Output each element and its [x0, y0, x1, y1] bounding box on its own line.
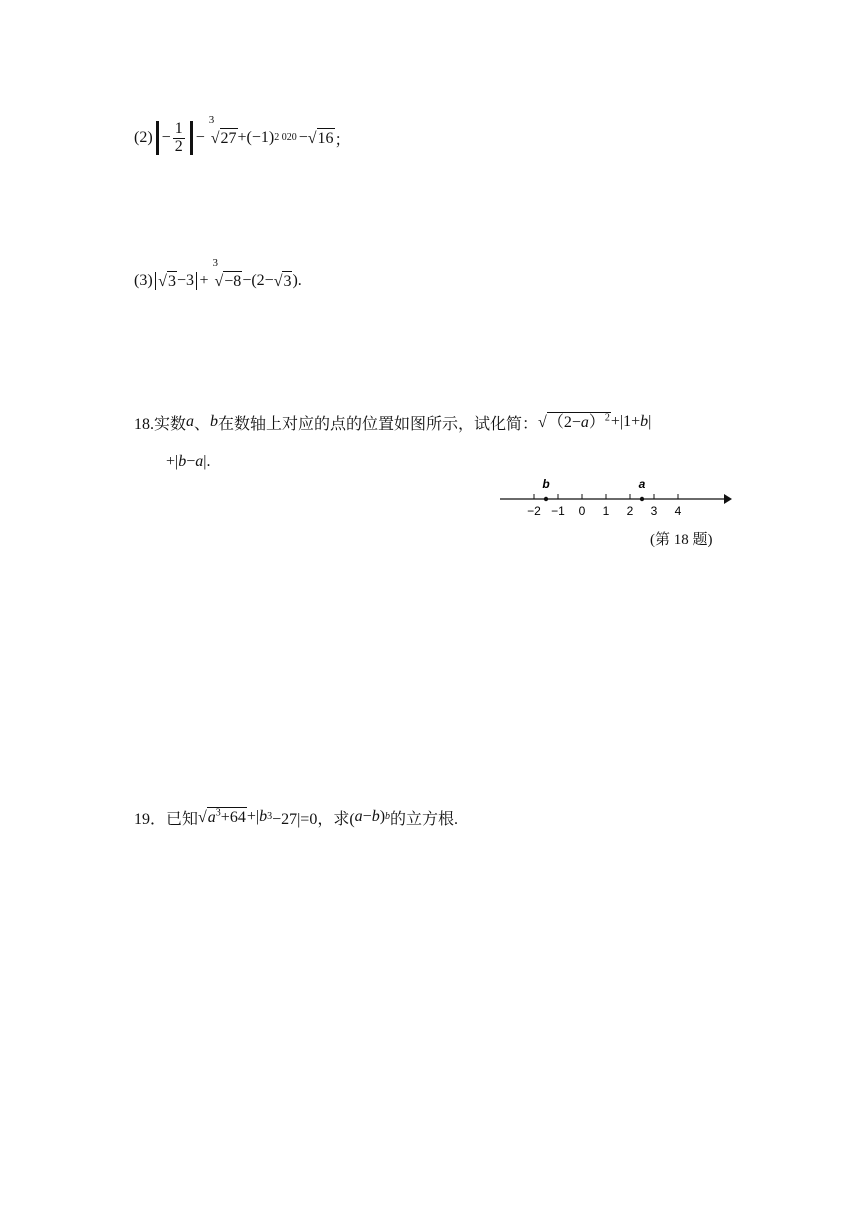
question-19: 19．已知 √ $a^3+64$ +| b 3 −27|=0，求( a − b ) b 的立方根.: [134, 804, 458, 830]
tick-label: −2: [527, 504, 541, 518]
term-two-minus: −(2−: [242, 272, 274, 289]
question-18-text: 在数轴上对应的点的位置如图所示，试化简：: [218, 415, 539, 433]
point-label-b: b: [542, 477, 550, 491]
sqrt-3: [158, 271, 177, 291]
var-b: b: [210, 413, 219, 430]
tick-label: 2: [626, 504, 634, 518]
question-19-number: 19．已知: [134, 810, 199, 828]
fraction-one-half: [173, 121, 185, 156]
tick-label: 0: [578, 504, 586, 518]
separator: 、: [194, 415, 211, 433]
punctuation: ).: [292, 272, 302, 289]
var-a: a: [207, 808, 216, 826]
axis-arrow-icon: [724, 494, 732, 504]
paren-close: ): [379, 808, 386, 825]
radicand: [547, 412, 611, 432]
fraction-numerator: 1: [174, 119, 183, 137]
tick-label: 1: [602, 504, 610, 518]
sqrt-square: [538, 412, 611, 432]
minus-sign: −: [298, 129, 308, 146]
radical-icon: √: [198, 809, 207, 827]
radicand-rest: +64: [220, 808, 246, 826]
abs-term-close: |.: [203, 453, 211, 470]
radicand: −8: [224, 272, 242, 290]
abs-bar-right: [190, 121, 193, 155]
exponent: 2: [604, 412, 610, 424]
problem-2-label: (2): [134, 129, 153, 146]
abs-bar-left: [155, 272, 157, 290]
abs-term-close: |: [648, 413, 652, 430]
var-a: a: [186, 413, 195, 430]
radical-icon: √: [214, 273, 224, 291]
minus-three: −3: [176, 272, 194, 289]
var-b: b: [371, 808, 380, 825]
sqrt-3-b: [274, 271, 293, 291]
var-a: a: [354, 808, 363, 825]
tick-label: 4: [674, 504, 682, 518]
figure-caption: (第 18 题): [650, 532, 713, 548]
var-b: b: [259, 808, 268, 825]
problem-2: (2) − $\frac{1}{2}$ − 3 √ 27 +(−1) 2 020 − √ 16 ；: [134, 113, 351, 155]
radical-icon: √: [273, 273, 283, 291]
radicand: 16: [317, 129, 334, 147]
radicand: 3: [167, 272, 176, 290]
tick-label: 3: [650, 504, 658, 518]
abs-term-rest: −27|=0，求(: [272, 810, 355, 828]
abs-bar-left: [156, 121, 159, 155]
sqrt-a3-plus-64: [198, 807, 247, 827]
radicand: 27: [220, 129, 237, 147]
minus-sign: −: [161, 129, 171, 146]
abs-term-open: +|: [246, 808, 260, 825]
minus-sign: −: [186, 453, 196, 470]
minus-sign: −: [362, 808, 372, 825]
point-label-a: a: [638, 477, 646, 491]
var-a: a: [195, 453, 204, 470]
var-b: b: [640, 413, 649, 430]
minus-sign: −: [195, 129, 205, 146]
paren-close: ）: [588, 413, 605, 431]
point-b: [544, 497, 548, 501]
root-index: 3: [212, 256, 218, 269]
number-line-figure: [496, 472, 736, 522]
tick-label: −1: [551, 504, 565, 518]
radical-icon: √: [158, 273, 167, 291]
abs-bar-right: [196, 272, 198, 290]
cube-root-27: [208, 113, 238, 148]
abs-term-open: +|: [166, 453, 179, 470]
cube-root-minus-8: [212, 256, 243, 291]
plus-sign: +: [199, 272, 209, 289]
sqrt-16: [308, 128, 335, 148]
root-index: 3: [208, 113, 215, 126]
fraction-denominator: 2: [174, 137, 183, 155]
var-b: b: [178, 453, 187, 470]
radicand: [207, 807, 247, 827]
var-a: a: [580, 413, 589, 431]
radical-icon: √: [210, 130, 220, 148]
radical-icon: √: [307, 130, 317, 148]
term-minus-one: +(−1): [237, 129, 275, 146]
exponent: 3: [215, 807, 221, 819]
abs-term-open: +|1+: [610, 413, 641, 430]
question-19-tail: 的立方根.: [390, 810, 459, 828]
punctuation: ；: [334, 131, 351, 149]
point-a: [640, 497, 644, 501]
question-18-number: 18.实数: [134, 415, 187, 433]
paren-open: （2−: [547, 413, 581, 431]
problem-3-label: (3): [134, 272, 153, 289]
question-18-line1: [134, 410, 651, 434]
question-18-line2: [166, 450, 210, 474]
radicand: 3: [283, 272, 292, 290]
radical-icon: √: [538, 414, 547, 432]
tick-group: [527, 494, 682, 518]
problem-3: [134, 256, 302, 296]
